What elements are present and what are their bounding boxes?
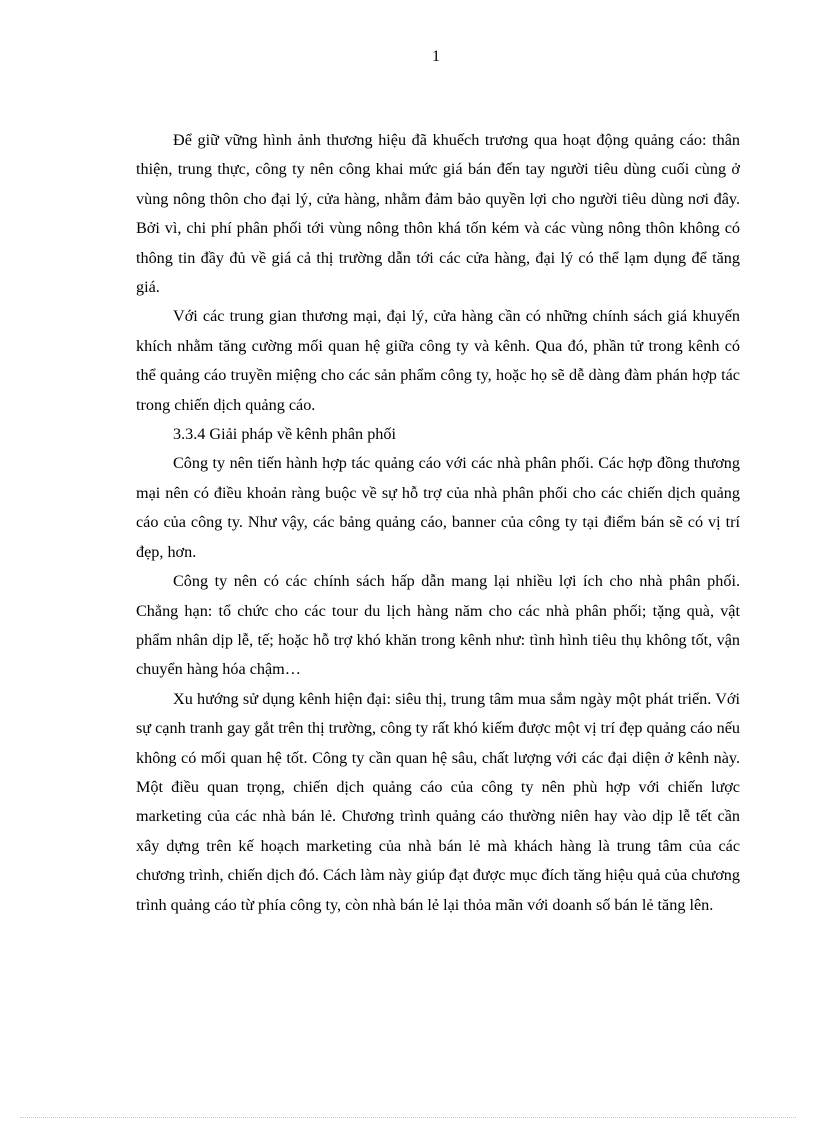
paragraph-price-transparency: Để giữ vững hình ảnh thương hiệu đã khuếch trương qua hoạt động quảng cáo: thân thiện, trung thực, công ty nên công khai mức giá bán đến tay người tiêu dùng cuối cùng ở vùng nông thôn cho đại lý, cửa hàng, nhằm đảm bảo quyền lợi cho người tiêu dùng nơi đây. Bởi vì, chi phí phân phối tới vùng nông thôn khá tốn kém và các vùng nông thôn không có thông tin đầy đủ về giá cả thị trường dẫn tới các cửa hàng, đại lý có thể lạm dụng để tăng giá. bbox=[136, 131, 740, 297]
section-heading: 3.3.4 Giải pháp về kênh phân phối bbox=[173, 425, 396, 444]
document-body bbox=[136, 126, 740, 920]
paragraph-cooperative-advertising: Công ty nên tiến hành hợp tác quảng cáo với các nhà phân phối. Các hợp đồng thương mại nên có điều khoản ràng buộc về sự hỗ trợ của nhà phân phối cho các chiến dịch quảng cáo của công ty. Như vậy, các bảng quảng cáo, banner của công ty tại điểm bán sẽ có vị trí đẹp, hơn. bbox=[136, 454, 740, 561]
paragraph-intermediary-pricing: Với các trung gian thương mại, đại lý, cửa hàng cần có những chính sách giá khuyến khích nhằm tăng cường mối quan hệ giữa công ty và kênh. Qua đó, phần tử trong kênh có thể quảng cáo truyền miệng cho các sản phẩm công ty, hoặc họ sẽ dễ dàng đàm phán hợp tác trong chiến dịch quảng cáo. bbox=[136, 307, 740, 414]
paragraph-modern-channels: Xu hướng sử dụng kênh hiện đại: siêu thị, trung tâm mua sắm ngày một phát triển. Với sự cạnh tranh gay gắt trên thị trường, công ty rất khó kiếm được một vị trí đẹp quảng cáo nếu không có mối quan hệ tốt. Công ty cần quan hệ sâu, chất lượng với các đại diện ở kênh này. Một điều quan trọng, chiến dịch quảng cáo của công ty nên phù hợp với chiến lược marketing của các nhà bán lẻ. Chương trình quảng cáo thường niên hay vào dịp lễ tết cần xây dựng trên kế hoạch marketing của nhà bán lẻ mà khách hàng là trung tâm của các chương trình, chiến dịch đó. Cách làm này giúp đạt được mục đích tăng hiệu quả của chương trình quảng cáo từ phía công ty, còn nhà bán lẻ lại thỏa mãn với doanh số bán lẻ tăng lên. bbox=[136, 689, 741, 914]
page-bottom-divider bbox=[20, 1117, 796, 1118]
page-number: 1 bbox=[432, 48, 440, 65]
paragraph-distributor-incentives: Công ty nên có các chính sách hấp dẫn mang lại nhiều lợi ích cho nhà phân phối. Chẳng hạn: tổ chức cho các tour du lịch hàng năm cho các nhà phân phối; tặng quà, vật phẩm nhân dịp lễ, tế; hoặc hỗ trợ khó khăn trong kênh như: tình hình tiêu thụ không tốt, vận chuyển hàng hóa chậm… bbox=[136, 572, 740, 679]
